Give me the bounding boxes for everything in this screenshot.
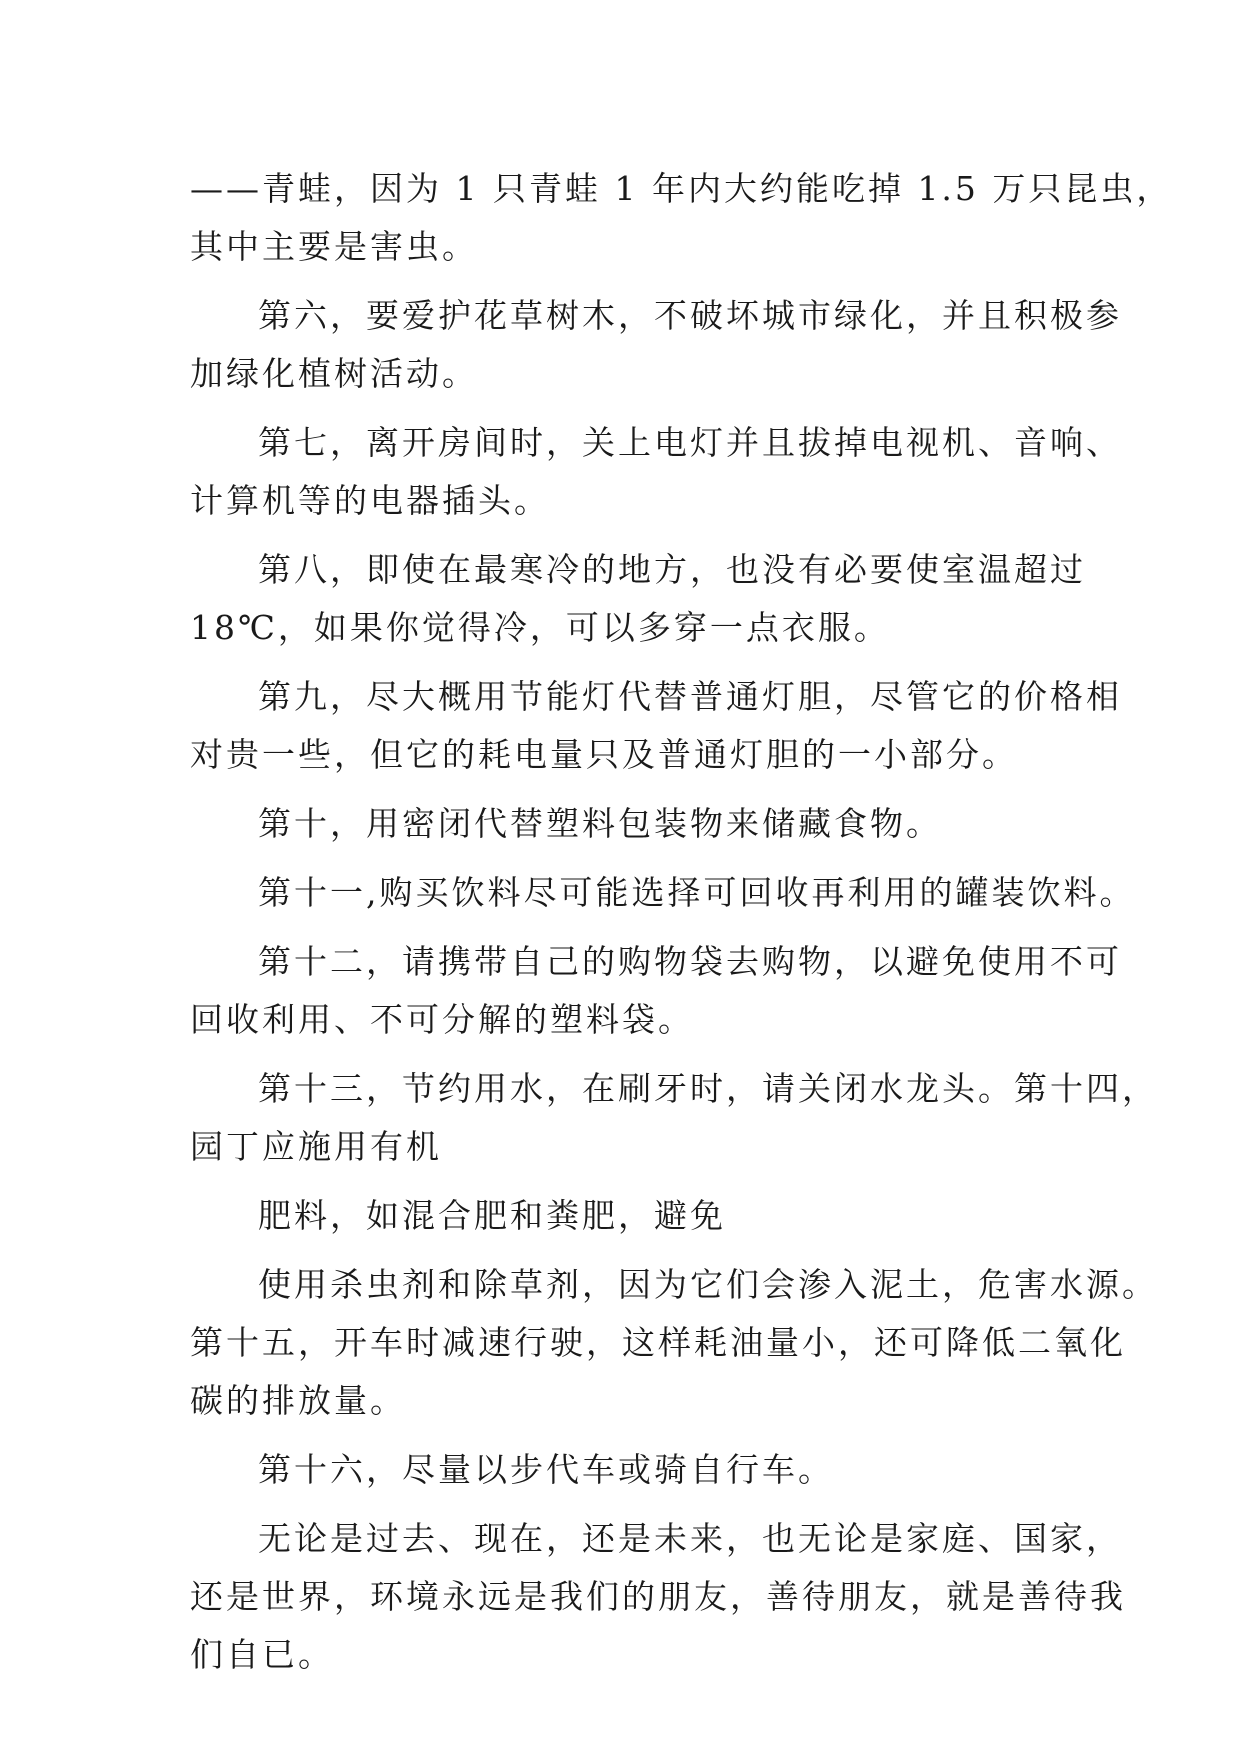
conclusion-line: 无论是过去、现在，还是未来，也无论是家庭、国家， [258, 1519, 1122, 1558]
text-line: 对贵一些，但它的耗电量只及普通灯胆的一小部分。 [190, 735, 1018, 774]
text-line: 回收利用、不可分解的塑料袋。 [190, 1000, 694, 1039]
text-line: 计算机等的电器插头。 [190, 481, 550, 520]
paragraph-six-line: 第六，要爱护花草树木，不破坏城市绿化，并且积极参 [258, 296, 1122, 335]
paragraph-fourteen-line: 肥料，如混合肥和粪肥，避免 [258, 1196, 726, 1235]
paragraph-fourteen-cont-line: 使用杀虫剂和除草剂，因为它们会渗入泥土，危害水源。 [258, 1265, 1158, 1304]
text-line: 还是世界，环境永远是我们的朋友，善待朋友，就是善待我 [190, 1577, 1126, 1616]
text-line: 园丁应施用有机 [190, 1127, 442, 1166]
paragraph-eight-line: 第八，即使在最寒冷的地方，也没有必要使室温超过 [258, 550, 1086, 589]
text-line: 第十五，开车时减速行驶，这样耗油量小，还可降低二氧化 [190, 1323, 1126, 1362]
paragraph-nine-line: 第九，尽大概用节能灯代替普通灯胆，尽管它的价格相 [258, 677, 1122, 716]
paragraph-twelve-line: 第十二，请携带自己的购物袋去购物，以避免使用不可 [258, 942, 1122, 981]
text-line: ——青蛙，因为 1 只青蛙 1 年内大约能吃掉 1.5 万只昆虫， [190, 169, 1173, 208]
paragraph-seven-line: 第七，离开房间时，关上电灯并且拔掉电视机、音响、 [258, 423, 1122, 462]
text-line: 碳的排放量。 [190, 1381, 406, 1420]
paragraph-eleven-line: 第十一,购买饮料尽可能选择可回收再利用的罐装饮料。 [258, 873, 1136, 912]
paragraph-sixteen-line: 第十六，尽量以步代车或骑自行车。 [258, 1450, 834, 1489]
text-line: 18℃，如果你觉得冷，可以多穿一点衣服。 [190, 608, 890, 647]
document-body [190, 160, 1173, 1684]
paragraph-ten-line: 第十，用密闭代替塑料包装物来储藏食物。 [258, 804, 942, 843]
text-line: 其中主要是害虫。 [190, 227, 478, 266]
paragraph-thirteen-line: 第十三，节约用水，在刷牙时，请关闭水龙头。第十四， [258, 1069, 1158, 1108]
text-line: 加绿化植树活动。 [190, 354, 478, 393]
text-line: 们自已。 [190, 1635, 334, 1674]
